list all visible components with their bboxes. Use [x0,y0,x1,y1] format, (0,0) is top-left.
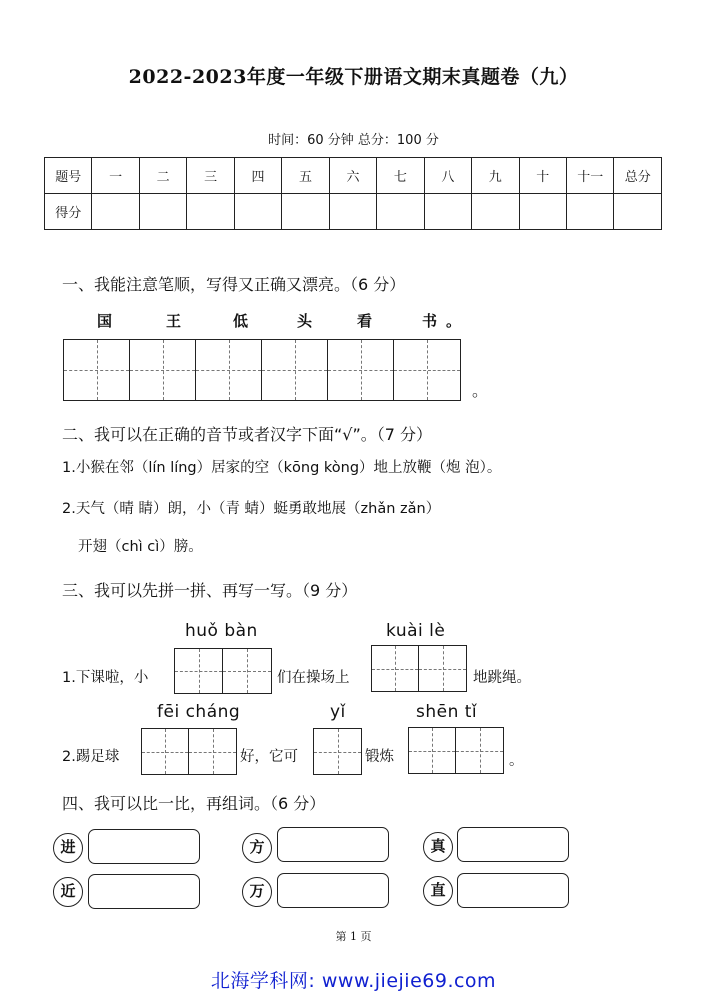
score-input-cell[interactable] [234,194,281,230]
pinyin-box-yi [313,728,362,775]
word-answer-box[interactable] [457,873,569,908]
pinyin-kuaile: kuài lè [386,621,446,641]
score-header-cell: 三 [187,158,234,194]
score-input-cell[interactable] [472,194,519,230]
score-input-cell[interactable] [139,194,186,230]
writing-cell[interactable] [130,340,196,400]
compare-char-circle: 万 [242,877,272,907]
score-table [44,157,662,230]
word-answer-box[interactable] [277,873,389,908]
writing-cell[interactable] [175,649,223,693]
section-3-q2-c: 锻炼 [365,749,394,765]
compare-char-circle: 方 [242,833,272,863]
writing-cell[interactable] [223,649,271,693]
section-3-heading: 三、我可以先拼一拼、再写一写。（9 分） [62,581,358,600]
score-header-cell: 六 [329,158,376,194]
word-answer-box[interactable] [88,829,200,864]
writing-cell[interactable] [394,340,460,400]
score-input-cell[interactable] [566,194,613,230]
score-input-cell[interactable] [92,194,139,230]
writing-cell[interactable] [189,729,236,774]
section-2-heading: 二、我可以在正确的音节或者汉字下面“√”。（7 分） [62,425,433,444]
score-header-cell: 九 [472,158,519,194]
pinyin-shenti: shēn tǐ [416,702,478,722]
score-input-cell[interactable] [614,194,662,230]
writing-cell[interactable] [409,728,456,773]
section-3-q2-b: 好，它可 [240,749,298,765]
score-header-cell: 十 [519,158,566,194]
section-2-q2-cont: 开翅（chì cì）膀。 [78,539,203,555]
score-input-cell[interactable] [282,194,329,230]
compare-char-circle: 直 [423,876,453,906]
score-input-cell[interactable] [329,194,376,230]
section-3-q1-b: 们在操场上 [277,670,350,686]
section-3-q2-a: 2.踢足球 [62,749,120,765]
pinyin-huoban: huǒ bàn [185,621,258,641]
score-header-cell: 四 [234,158,281,194]
pinyin-box-feichang [141,728,237,775]
score-input-cell[interactable] [424,194,471,230]
copy-char: 。 [446,312,462,330]
watermark: 北海学科网: www.jiejie69.com [210,970,497,992]
score-header-cell: 二 [139,158,186,194]
writing-cell[interactable] [142,729,189,774]
score-input-cell[interactable] [377,194,424,230]
section-4-heading: 四、我可以比一比，再组词。（6 分） [62,794,326,813]
compare-char-circle: 真 [423,832,453,862]
score-header-cell: 一 [92,158,139,194]
pinyin-yi: yǐ [330,702,346,722]
pinyin-feichang: fēi cháng [157,702,241,722]
score-header-cell: 十一 [566,158,613,194]
score-header-row [45,158,662,194]
compare-char-circle: 近 [53,877,83,907]
pinyin-box-huoban [174,648,272,694]
copy-char: 书 [422,312,438,330]
page-title: 2022-2023年度一年级下册语文期末真题卷（九） [128,66,579,88]
copy-char: 头 [297,312,313,330]
score-header-cell: 五 [282,158,329,194]
writing-cell[interactable] [64,340,130,400]
writing-cell[interactable] [456,728,503,773]
section-2-q2: 2.天气（晴 睛）朗，小（青 蜻）蜓勇敢地展（zhǎn zǎn） [62,501,441,517]
word-answer-box[interactable] [457,827,569,862]
score-row-label: 得分 [45,194,92,230]
copy-char: 低 [233,312,249,330]
pinyin-box-shenti [408,727,504,774]
writing-cell[interactable] [196,340,262,400]
score-header-cell: 题号 [45,158,92,194]
time-info: 时间：60 分钟 总分：100 分 [268,133,439,148]
score-input-cell[interactable] [187,194,234,230]
score-header-cell: 八 [424,158,471,194]
section-3-q1-c: 地跳绳。 [473,670,531,686]
writing-cell[interactable] [419,646,466,691]
word-answer-box[interactable] [88,874,200,909]
compare-char-circle: 进 [53,833,83,863]
score-header-cell: 总分 [614,158,662,194]
grid-end-mark: 。 [472,381,489,400]
writing-grid [63,339,461,401]
word-answer-box[interactable] [277,827,389,862]
section-3-q2-d: 。 [509,753,524,769]
writing-cell[interactable] [262,340,328,400]
copy-char: 王 [166,312,182,330]
writing-cell[interactable] [372,646,419,691]
section-1-heading: 一、我能注意笔顺，写得又正确又漂亮。（6 分） [62,275,406,294]
score-value-row [45,194,662,230]
section-2-q1: 1.小猴在邻（lín líng）居家的空（kōng kòng）地上放鞭（炮 泡）。 [62,460,502,476]
writing-cell[interactable] [314,729,361,774]
section-3-q1-a: 1.下课啦，小 [62,670,149,686]
page-number: 第 1 页 [335,930,372,943]
score-input-cell[interactable] [519,194,566,230]
pinyin-box-kuaile [371,645,467,692]
copy-char: 看 [357,312,373,330]
copy-char: 国 [97,312,113,330]
writing-cell[interactable] [328,340,394,400]
score-header-cell: 七 [377,158,424,194]
